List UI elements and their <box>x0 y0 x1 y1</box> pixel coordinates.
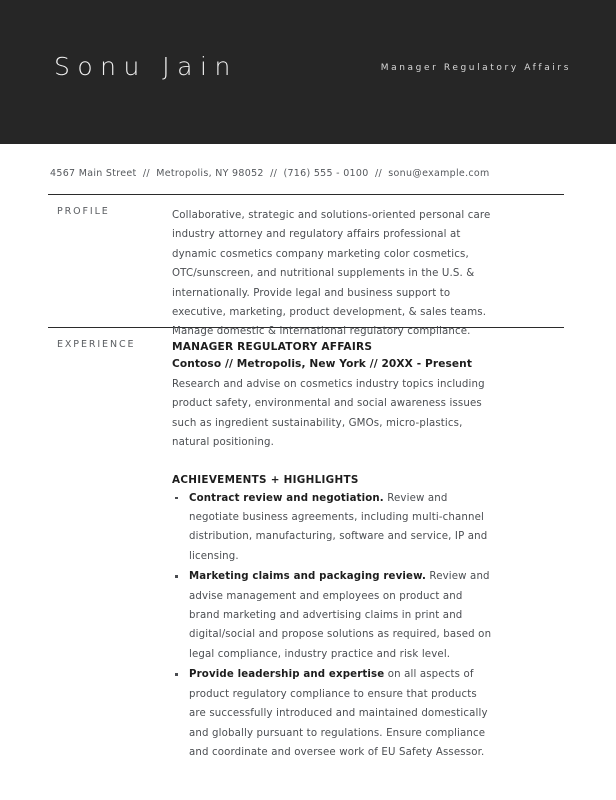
bullet-icon <box>175 575 178 578</box>
job-company-location-dates: Contoso // Metropolis, New York // 20XX - Present <box>172 358 472 370</box>
achievement-detail: Review and negotiate business agreements, including multi-channel distribution, manufacturing, software and service, IP and licensing. <box>189 492 488 562</box>
contact-line <box>50 168 490 179</box>
achievement-lead: Marketing claims and packaging review. <box>189 571 427 583</box>
contact-separator-1: // <box>142 168 150 179</box>
achievement-item <box>172 489 494 567</box>
achievement-lead: Provide leadership and expertise <box>189 669 385 681</box>
job-description: Research and advise on cosmetics industry topics including product safety, environmental and social awareness issues such as ingredient sustainability, GMOs, micro-plastics, natural positioning. <box>172 379 485 449</box>
header-band <box>0 0 616 144</box>
section-label-experience: EXPERIENCE <box>57 339 136 350</box>
achievement-detail: on all aspects of product regulatory compliance to ensure that products are successfully introduced and maintained domestically and globally pursuant to regulations. Ensure compliance and coordinate and oversee work of EU Safety Assessor. <box>189 669 488 758</box>
bullet-icon <box>175 497 178 500</box>
contact-separator-2: // <box>270 168 278 179</box>
contact-address: 4567 Main Street <box>50 168 137 179</box>
candidate-tagline: Manager Regulatory Affairs <box>380 63 571 73</box>
contact-separator-3: // <box>374 168 382 179</box>
section-body-experience <box>172 339 494 763</box>
job-title: MANAGER REGULATORY AFFAIRS <box>172 341 373 353</box>
contact-phone: (716) 555 - 0100 <box>283 168 369 179</box>
candidate-name: Sonu Jain <box>54 52 238 81</box>
achievement-detail: Review and advise management and employees on product and brand marketing and advertising claims in print and digital/social and propose solutions as required, based on legal compliance, industry practice and risk level. <box>189 571 492 660</box>
achievement-item <box>172 665 494 762</box>
achievement-lead: Contract review and negotiation. <box>189 492 384 504</box>
section-body-profile <box>172 206 494 342</box>
divider-above-profile <box>48 194 564 195</box>
contact-city-state-zip: Metropolis, NY 98052 <box>156 168 264 179</box>
bullet-icon <box>175 673 178 676</box>
achievement-item <box>172 567 494 664</box>
achievements-list <box>172 489 494 763</box>
achievements-heading: ACHIEVEMENTS + HIGHLIGHTS <box>172 473 359 486</box>
section-label-profile: PROFILE <box>57 206 110 217</box>
header-inner <box>0 0 616 144</box>
contact-email[interactable]: sonu@example.com <box>388 168 490 179</box>
profile-paragraph: Collaborative, strategic and solutions-oriented personal care industry attorney and regulatory affairs professional at dynamic cosmetics company marketing color cosmetics, OTC/sunscreen, and nutritional supplements in the U.S. & internationally. Provide legal and business support to executive, marketing, product development, & sales teams. Manage domestic & international regulatory compliance. <box>172 210 491 338</box>
